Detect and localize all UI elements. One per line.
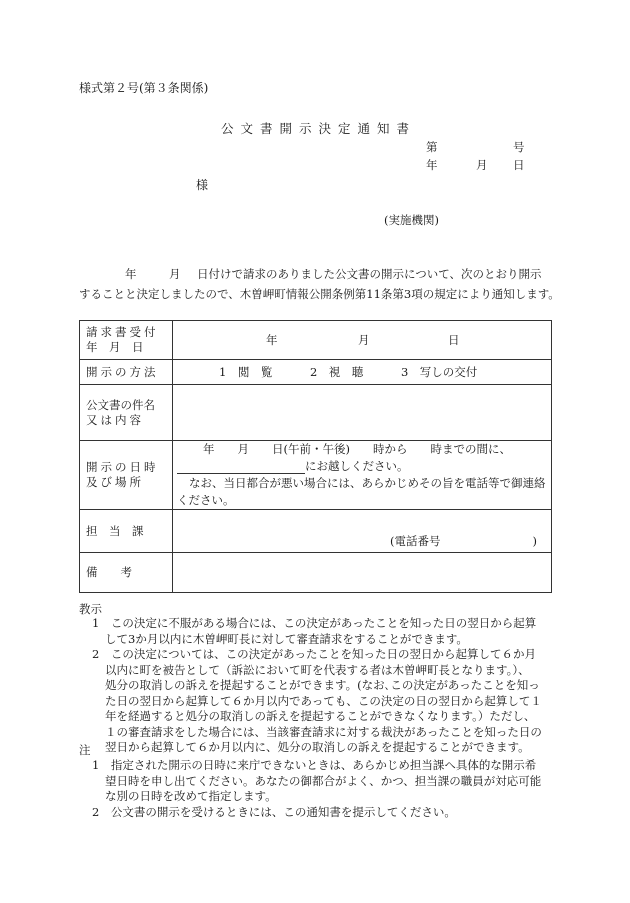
number-suffix: 号 — [513, 140, 525, 154]
phone-number: (電話番号 ) — [390, 534, 537, 548]
department-label: 担 当 課 — [80, 510, 173, 553]
date-day-label: 日 — [513, 158, 525, 172]
form-number: 様式第２号(第３条関係) — [79, 81, 209, 95]
intro-line-2: することと決定しましたので、木曽岬町情報公開条例第11条第3項の規定により通知します。 — [79, 287, 560, 301]
date-year-label: 年 — [426, 158, 438, 172]
table-row-department — [80, 510, 552, 553]
method-label: 開示の方法 — [80, 360, 173, 385]
date-month-label: 月 — [476, 158, 488, 172]
receipt-date-value: 年 月 日 — [173, 321, 552, 360]
method-options — [173, 360, 552, 385]
subject-value — [173, 385, 552, 441]
table-row-time-place — [80, 441, 552, 510]
subject-label: 公文書の件名 又は内容 — [80, 385, 173, 441]
method-option-view: 1 閲 覧 — [219, 365, 273, 379]
table-row-receipt-date — [80, 321, 552, 360]
remarks-value — [173, 553, 552, 593]
intro-line-1: 年 月 日付けで請求のありました公文書の開示について、次のとおり開示 — [125, 267, 542, 281]
table-row-remarks — [80, 553, 552, 593]
remarks-label: 備 考 — [80, 553, 173, 593]
department-value — [173, 510, 552, 553]
number-prefix: 第 — [426, 140, 438, 154]
table-row-subject — [80, 385, 552, 441]
method-option-copy: 3 写しの交付 — [400, 365, 478, 379]
note-item-2: 2 公文書の開示を受けるときには、この通知書を提示してください。 — [92, 805, 456, 819]
place-blank — [177, 461, 305, 474]
instruction-item-2: 2 この決定については、この決定があったことを知った日の翌日から起算して６か月 以内に町を被告として（訴訟において町を代表する者は木曽岬町長となります。）、 処分の取消しの訴えを提起することができます。(なお､この決定があったことを知っ た日の翌日から起算して６か月以内であっても、この決定の日の翌日から起算して１ 年を経過すると処分の取消しの訴えを提起することができなくなります。）ただし、 １の審査請求をした場合には、当該審査請求に対する裁決があったことを知った日の 翌日から起算して６か月以内に、処分の取消しの訴えを提起することができます。 — [92, 647, 542, 754]
note-item-1: 1 指定された開示の日時に来庁できないときは、あらかじめ担当課へ具体的な開示希 望日時を申し出てください。あなたの御都合がよく、かつ、担当課の職員が対応可能 な別の日時を改めて指定します。 — [92, 758, 542, 803]
receipt-date-label: 請求書受付 年 月 日 — [80, 321, 173, 360]
notes-heading: 注 — [79, 743, 91, 757]
time-place-value: 年 月 日(午前・午後) 時から 時までの間に、 にお越しください。 なお、当日都合が悪い場合には、あらかじめその旨を電話等で御連絡 ください。 — [173, 441, 552, 510]
decision-table — [79, 320, 552, 593]
method-option-listen: 2 視 聴 — [309, 365, 364, 379]
addressee-suffix: 様 — [196, 178, 209, 192]
document-title: 公文書開示決定通知書 — [220, 121, 416, 136]
implementing-agency: (実施機関) — [384, 213, 439, 227]
table-row-method — [80, 360, 552, 385]
instruction-heading: 教示 — [79, 602, 102, 616]
time-place-label: 開示の日時 及び場所 — [80, 441, 173, 510]
instruction-item-1: 1 この決定に不服がある場合には、この決定があったことを知った日の翌日から起算 して3か月以内に木曽岬町長に対して審査請求をすることができます。 — [92, 616, 537, 646]
